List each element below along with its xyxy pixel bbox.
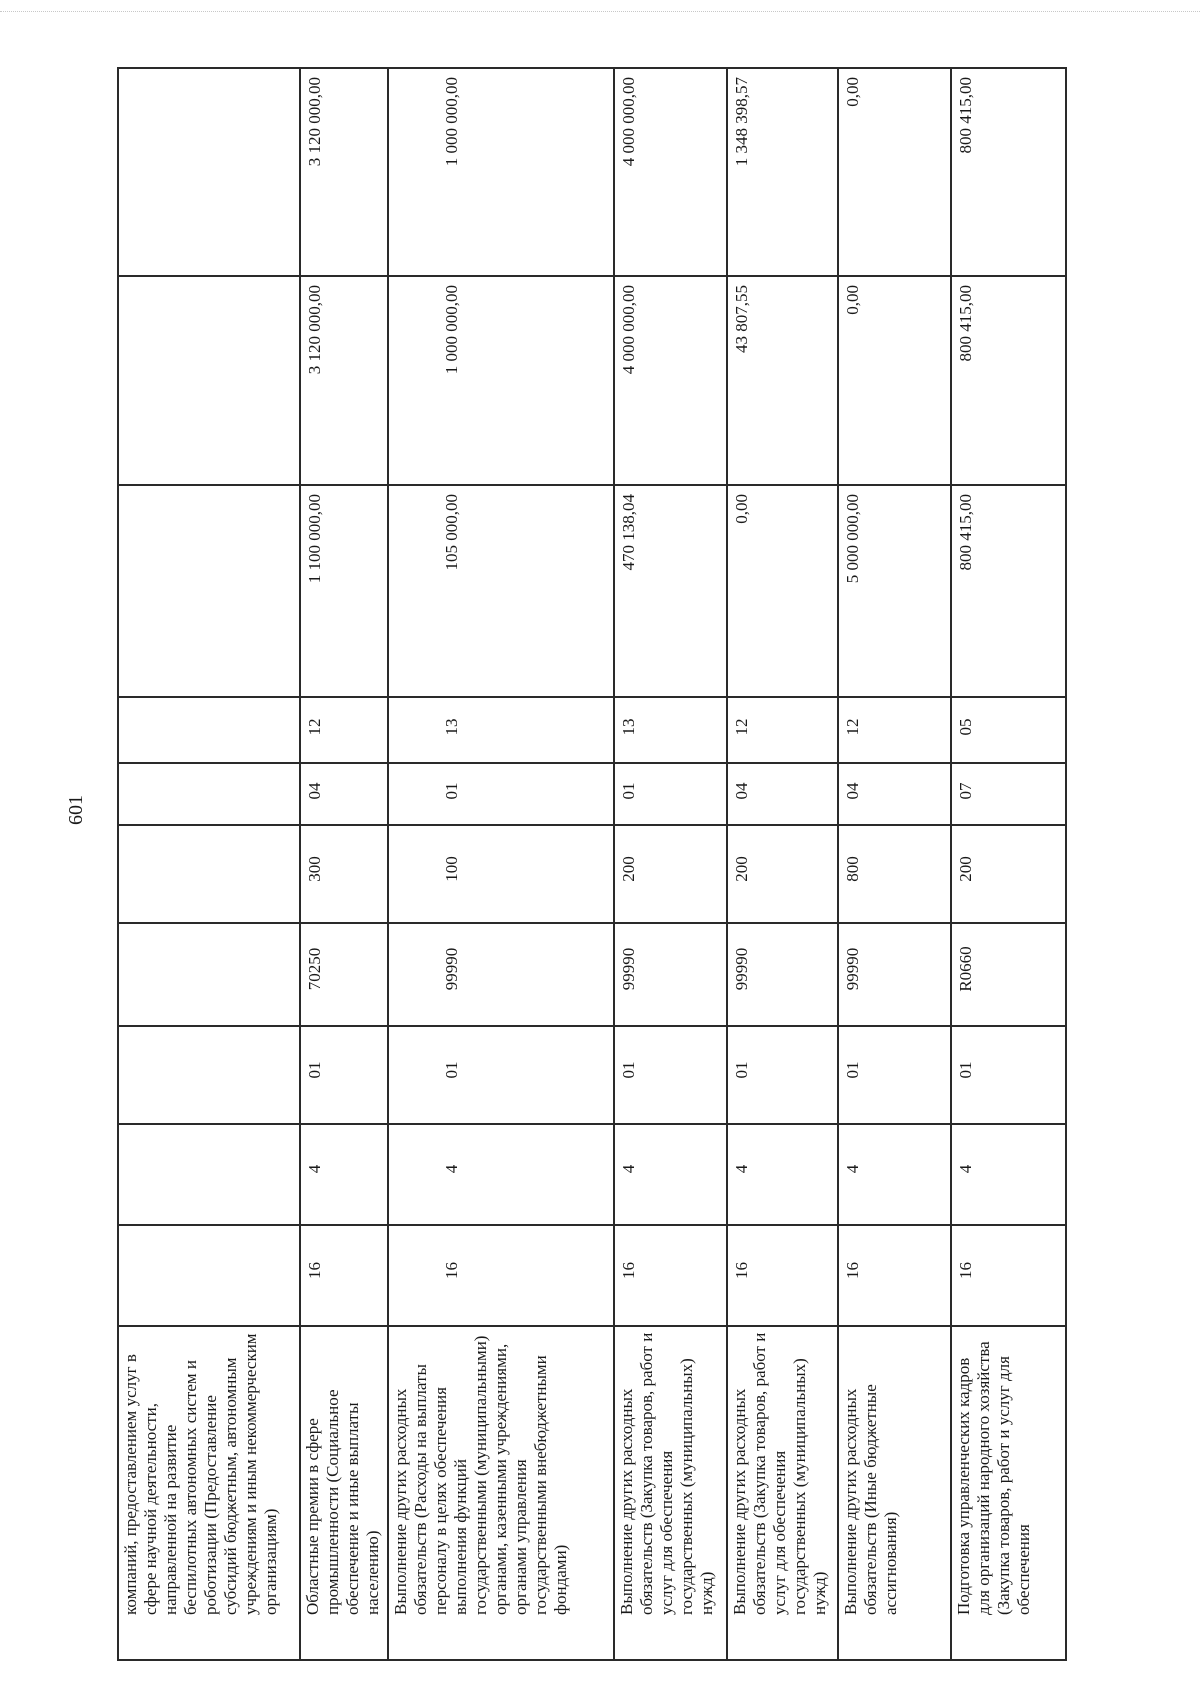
cell-value: 01 [843, 1061, 862, 1079]
table-cell [614, 1026, 727, 1124]
budget-table [117, 67, 1067, 1661]
cell-value: 0,00 [843, 77, 862, 107]
cell-value: 99990 [843, 948, 862, 991]
cell-value: 99990 [442, 948, 461, 991]
cell-value: 800 415,00 [956, 284, 975, 362]
table-cell [118, 1124, 300, 1224]
table-cell [118, 485, 300, 697]
table-field-row-cost-code [118, 923, 1066, 1026]
table-cell [388, 276, 614, 485]
table-field-row-description [118, 1326, 1066, 1660]
table-cell [838, 825, 951, 923]
table-cell [727, 68, 838, 276]
table-field-row-expense-type [118, 825, 1066, 923]
cell-value: 16 [305, 1261, 324, 1279]
cell-value: 01 [305, 1061, 324, 1079]
cell-value: 4 000 000,00 [619, 77, 638, 167]
table-cell [300, 1225, 388, 1327]
table-cell [951, 763, 1066, 825]
table-cell [727, 1326, 838, 1660]
table-cell [951, 923, 1066, 1026]
cell-value: 5 000 000,00 [843, 493, 862, 584]
cell-value: 1 348 398,57 [732, 77, 751, 167]
table-cell [614, 1124, 727, 1224]
cell-value: 01 [442, 1061, 461, 1079]
cell-value: 1 000 000,00 [442, 77, 461, 167]
table-cell [838, 763, 951, 825]
cell-value: 200 [619, 856, 638, 882]
cell-value: 16 [442, 1261, 461, 1279]
cell-value: 0,00 [732, 493, 751, 524]
table-cell [300, 276, 388, 485]
table-cell [388, 923, 614, 1026]
table-cell [951, 825, 1066, 923]
table-cell [388, 68, 614, 276]
table-field-row-razdel-code [118, 1124, 1066, 1224]
table-field-row-grbs [118, 1225, 1066, 1327]
cell-value: 800 415,00 [956, 77, 975, 154]
cell-value: 470 138,04 [619, 493, 638, 571]
table-cell [951, 68, 1066, 276]
cell-value: 07 [956, 782, 975, 800]
table-cell [614, 923, 727, 1026]
cell-value: 04 [305, 782, 324, 800]
page-number: 601 [65, 795, 87, 825]
table-cell [838, 1026, 951, 1124]
cell-value: 43 807,55 [732, 284, 751, 353]
cell-value: 800 415,00 [956, 493, 975, 571]
table-cell [838, 697, 951, 763]
table-cell [300, 923, 388, 1026]
table-field-row-subsection [118, 697, 1066, 763]
table-cell [300, 1326, 388, 1660]
cell-value: 800 [843, 856, 862, 882]
scan-edge-line [0, 11, 1200, 12]
table-cell [614, 825, 727, 923]
table-cell [838, 485, 951, 697]
cell-value: 16 [619, 1261, 638, 1279]
table-field-row-amount-1 [118, 485, 1066, 697]
cell-value: R0660 [956, 946, 975, 992]
cell-value: 04 [843, 782, 862, 800]
table-cell [614, 276, 727, 485]
cell-value: 01 [442, 782, 461, 800]
cell-value: 4 000 000,00 [619, 284, 638, 375]
cell-value: 13 [619, 718, 638, 736]
table-cell [727, 763, 838, 825]
table-cell [838, 1124, 951, 1224]
table-cell [118, 923, 300, 1026]
cell-value [119, 486, 300, 672]
table-cell [614, 68, 727, 276]
table-cell [727, 1225, 838, 1327]
row-description: Выполнение других расходных обязательств (Иные бюджетные ассигнования) [841, 1384, 900, 1616]
cell-value: 04 [732, 782, 751, 800]
cell-value: 99990 [732, 948, 751, 991]
table-cell [300, 1124, 388, 1224]
row-description: Выполнение других расходных обязательств (Расходы на выплаты персоналу в целях обеспечения выполнения функций государственными (муниципальными) органами, казенными учреждениями, органами управления государственными внебюджетными фондами) [391, 1335, 570, 1616]
table-cell [118, 1026, 300, 1124]
cell-value [119, 764, 300, 818]
table-cell [388, 1026, 614, 1124]
row-description: компаний, предоставлением услуг в сфере научной деятельности, направленной на развитие беспилотных автономных систем и роботизации (Предоставление субсидий бюджетным, автономным учреждениям и иным некоммерческим организациям) [121, 1333, 280, 1616]
table-cell [838, 68, 951, 276]
table-cell [300, 485, 388, 697]
table-cell [118, 763, 300, 825]
table-cell [118, 68, 300, 276]
table-cell [727, 697, 838, 763]
table-cell [300, 763, 388, 825]
table-cell [388, 1225, 614, 1327]
table-cell [614, 1225, 727, 1327]
cell-value [119, 1125, 300, 1213]
cell-value: 105 000,00 [442, 493, 461, 571]
table-cell [118, 825, 300, 923]
cell-value: 100 [442, 856, 461, 882]
cell-value [119, 924, 300, 1014]
table-field-row-subprogram [118, 1026, 1066, 1124]
table-cell [727, 923, 838, 1026]
table-cell [614, 697, 727, 763]
cell-value: 01 [619, 782, 638, 800]
row-description: Подготовка управленческих кадров для организаций народного хозяйства (Закупка товаров, работ и услуг для обеспечения [954, 1341, 1033, 1616]
cell-value: 16 [956, 1261, 975, 1279]
cell-value [119, 1027, 300, 1113]
cell-value: 0,00 [843, 284, 862, 315]
table-cell [388, 825, 614, 923]
table-cell [951, 1326, 1066, 1660]
table-cell [727, 276, 838, 485]
cell-value: 01 [956, 1061, 975, 1079]
cell-value: 12 [843, 718, 862, 736]
cell-value: 01 [619, 1061, 638, 1079]
table-cell [838, 276, 951, 485]
table-cell [118, 1225, 300, 1327]
cell-value: 200 [956, 856, 975, 882]
cell-value: 4 [305, 1165, 324, 1174]
cell-value [119, 698, 300, 756]
table-field-row-amount-2 [118, 276, 1066, 485]
table-cell [727, 825, 838, 923]
cell-value: 1 000 000,00 [442, 284, 461, 375]
cell-value [119, 1226, 300, 1315]
cell-value: 3 120 000,00 [305, 284, 324, 375]
cell-value [119, 277, 300, 460]
table-cell [951, 1124, 1066, 1224]
cell-value: 70250 [305, 948, 324, 991]
table-field-row-amount-3 [118, 68, 1066, 276]
table-cell [118, 697, 300, 763]
table-cell [118, 276, 300, 485]
table-cell [300, 68, 388, 276]
table-cell [727, 485, 838, 697]
cell-value: 05 [956, 718, 975, 736]
table-cell [951, 276, 1066, 485]
table-cell [388, 1124, 614, 1224]
table-cell [951, 697, 1066, 763]
table-cell [727, 1124, 838, 1224]
cell-value: 300 [305, 856, 324, 882]
cell-value: 16 [732, 1261, 751, 1279]
table-cell [727, 1026, 838, 1124]
table-cell [614, 1326, 727, 1660]
cell-value: 4 [956, 1165, 975, 1174]
cell-value: 4 [732, 1165, 751, 1174]
cell-value: 13 [442, 718, 461, 736]
table-cell [838, 923, 951, 1026]
table-cell [614, 485, 727, 697]
cell-value: 01 [732, 1061, 751, 1079]
cell-value: 99990 [619, 948, 638, 991]
table-cell [614, 763, 727, 825]
cell-value: 16 [843, 1261, 862, 1279]
table-cell [388, 763, 614, 825]
cell-value: 12 [732, 718, 751, 736]
table-cell [951, 1026, 1066, 1124]
row-description: Выполнение других расходных обязательств (Закупка товаров, работ и услуг для обеспечения государственных (муниципальных) нужд) [617, 1333, 716, 1616]
cell-value: 1 100 000,00 [305, 493, 324, 584]
cell-value [119, 826, 300, 912]
table-cell [838, 1326, 951, 1660]
table-cell [838, 1225, 951, 1327]
table-cell [951, 485, 1066, 697]
cell-value: 4 [619, 1165, 638, 1174]
table-cell [388, 485, 614, 697]
row-description: Областные премии в сфере промышленности (Социальное обеспечение и иные выплаты населению) [303, 1389, 382, 1616]
cell-value: 200 [732, 856, 751, 882]
table-cell [118, 1326, 300, 1660]
table-cell [300, 697, 388, 763]
table-cell [300, 825, 388, 923]
row-description: Выполнение других расходных обязательств (Закупка товаров, работ и услуг для обеспечения государственных (муниципальных) нужд) [730, 1333, 829, 1616]
table-cell [300, 1026, 388, 1124]
cell-value: 4 [843, 1165, 862, 1174]
cell-value: 3 120 000,00 [305, 77, 324, 167]
table-cell [388, 1326, 614, 1660]
table-cell [388, 697, 614, 763]
table-field-row-section [118, 763, 1066, 825]
cell-value: 12 [305, 718, 324, 736]
cell-value: 4 [442, 1165, 461, 1174]
cell-value [119, 69, 300, 251]
table-cell [951, 1225, 1066, 1327]
